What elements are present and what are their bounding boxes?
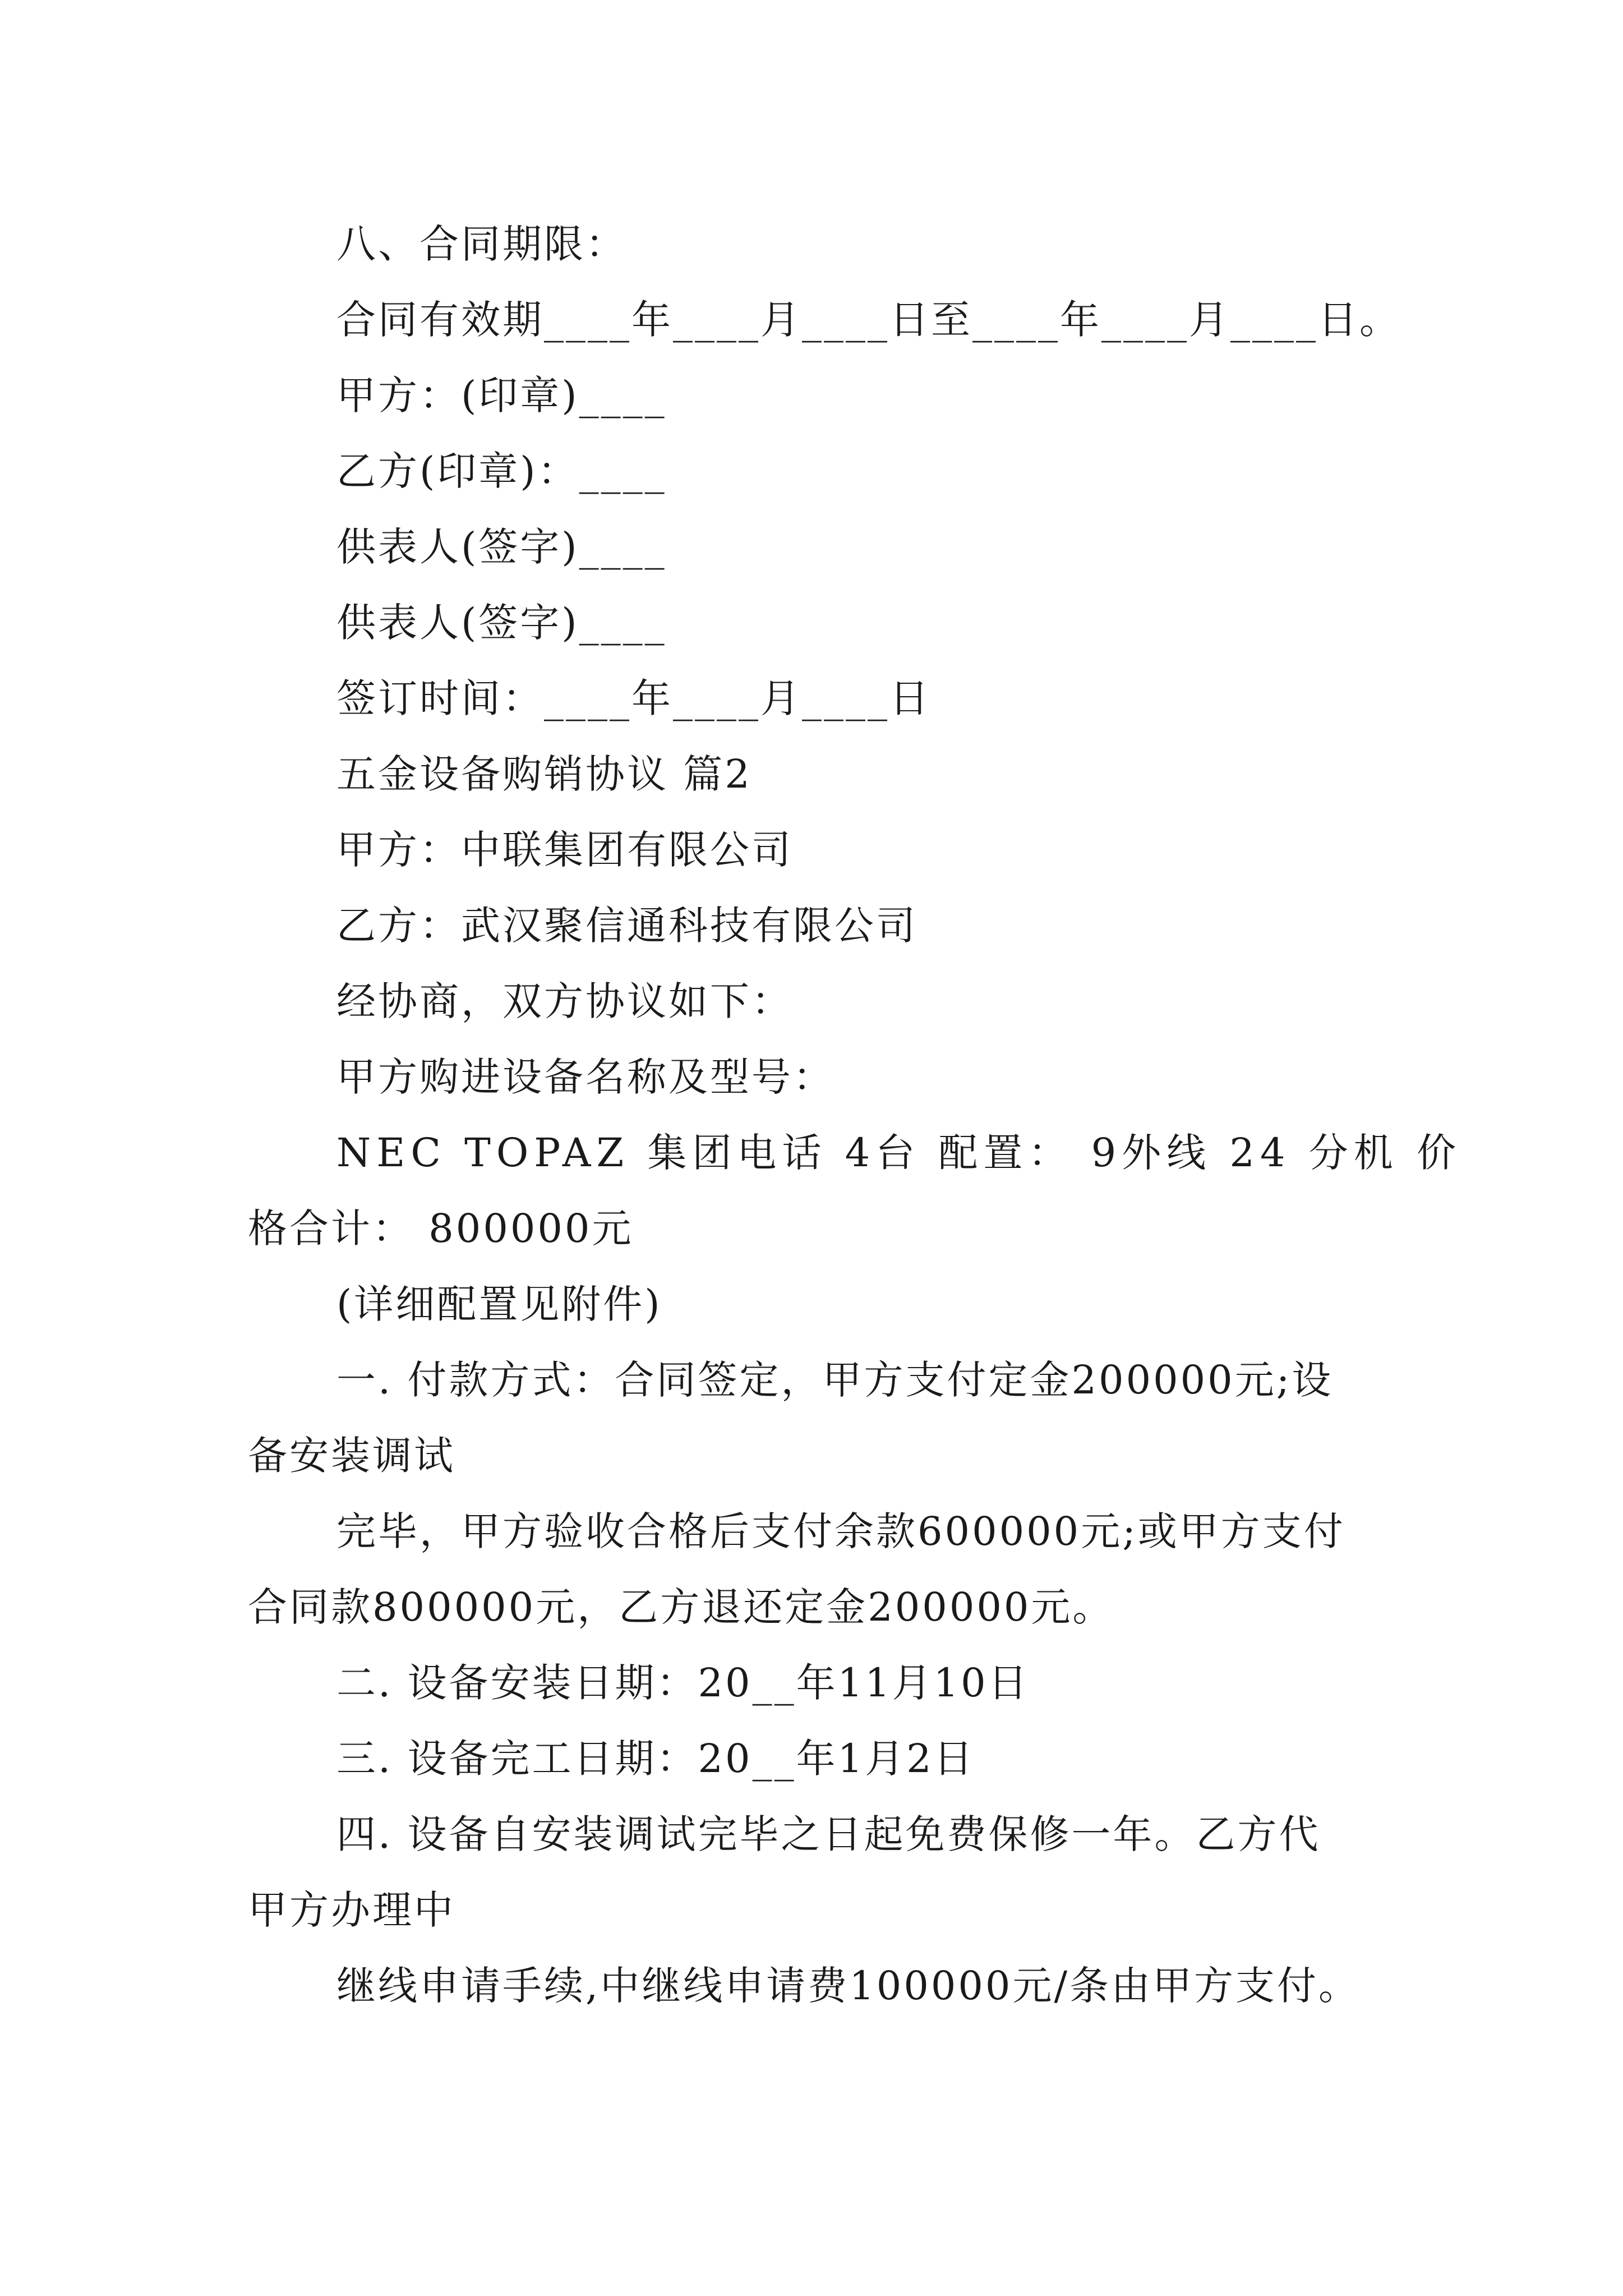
party-a-name: 甲方：中联集团有限公司 (336, 827, 793, 873)
supplier-signature-line-1: 供表人(签字)____ (336, 524, 667, 570)
equipment-price-line: 格合计： 800000元 (248, 1205, 634, 1251)
payment-terms-line-4: 合同款800000元，乙方退还定金200000元。 (248, 1584, 1114, 1630)
party-b-seal-line: 乙方(印章)：____ (336, 448, 667, 494)
equipment-intro: 甲方购进设备名称及型号： (336, 1054, 834, 1100)
supplier-signature-line-2: 供表人(签字)____ (336, 600, 667, 646)
equipment-spec-line: NEC TOPAZ 集团电话 4台 配置： 9外线 24 分机 价 (336, 1130, 1462, 1176)
payment-terms-line-3: 完毕，甲方验收合格后支付余款600000元;或甲方支付 (336, 1508, 1345, 1554)
attachment-note: (详细配置见附件) (336, 1281, 662, 1327)
trunk-line-fee-line: 继线申请手续,中继线申请费100000元/条由甲方支付。 (336, 1963, 1361, 2009)
contract-validity-line: 合同有效期____年____月____日至____年____月____日。 (336, 297, 1401, 343)
installation-date-line: 二. 设备安装日期：20__年11月10日 (336, 1660, 1030, 1706)
party-a-seal-line: 甲方：(印章)____ (336, 372, 667, 418)
payment-terms-line-2: 备安装调试 (248, 1433, 455, 1479)
payment-terms-line-1: 一. 付款方式：合同签定，甲方支付定金200000元;设 (336, 1357, 1334, 1403)
party-b-name: 乙方：武汉聚信通科技有限公司 (336, 903, 917, 949)
warranty-line-2: 甲方办理中 (248, 1887, 455, 1933)
agreement-title-part-2: 五金设备购销协议 篇2 (336, 751, 752, 797)
signing-date-line: 签订时间：____年____月____日 (336, 675, 931, 721)
warranty-line-1: 四. 设备自安装调试完毕之日起免费保修一年。乙方代 (336, 1811, 1321, 1857)
section-heading-contract-term: 八、合同期限： (336, 221, 627, 267)
negotiation-intro: 经协商，双方协议如下： (336, 978, 793, 1024)
completion-date-line: 三. 设备完工日期：20__年1月2日 (336, 1736, 975, 1782)
